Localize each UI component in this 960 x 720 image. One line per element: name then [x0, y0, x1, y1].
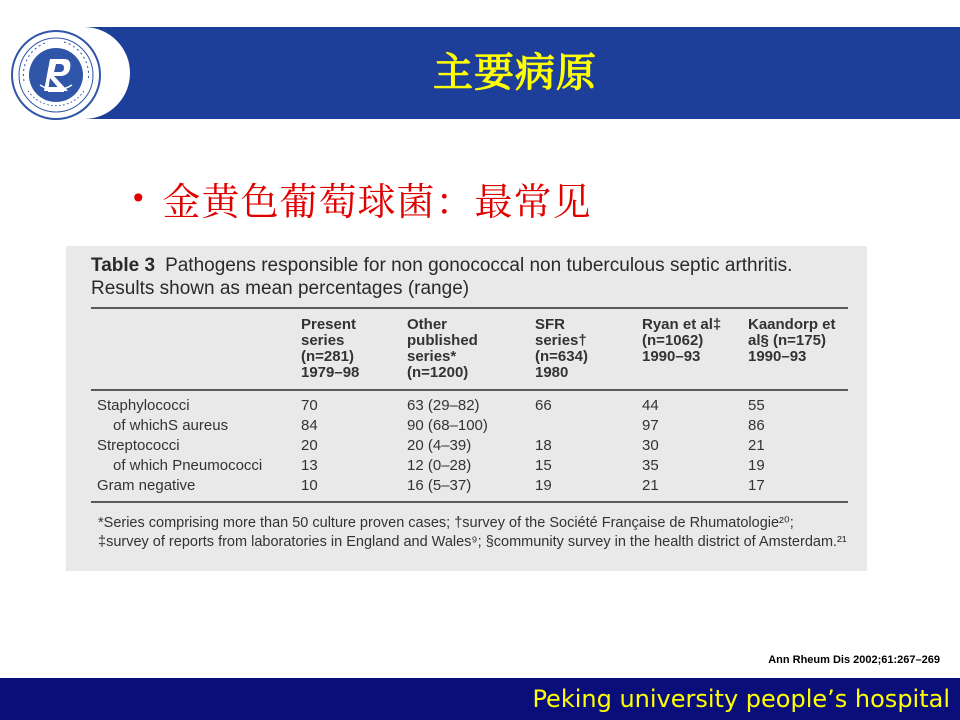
col-header-present: Present series (n=281) 1979–98 — [301, 316, 360, 381]
table-cell: 21 — [642, 477, 659, 494]
table-cell: 20 (4–39) — [407, 437, 472, 454]
table-cell: 21 — [748, 437, 765, 454]
table-cell: 97 — [642, 417, 659, 434]
table-top-rule — [91, 307, 848, 309]
table-label: Table 3 — [91, 255, 156, 276]
table-cell: 44 — [642, 397, 659, 414]
row-label: of which Pneumococci — [113, 457, 263, 474]
table-header-rule — [91, 389, 848, 391]
table-cell: 13 — [301, 457, 318, 474]
table-cell: 30 — [642, 437, 659, 454]
citation: Ann Rheum Dis 2002;61:267–269 — [768, 654, 940, 666]
row-label: Streptococci — [97, 437, 180, 454]
table-cell: 86 — [748, 417, 765, 434]
bullet-dot-icon: • — [130, 181, 147, 215]
col-header-kaandorp: Kaandorp et al§ (n=175) 1990–93 — [748, 316, 836, 365]
table-cell: 84 — [301, 417, 318, 434]
table-cell: 35 — [642, 457, 659, 474]
table-cell: 20 — [301, 437, 318, 454]
table-cell: 63 (29–82) — [407, 397, 480, 414]
col-header-other: Other published series* (n=1200) — [407, 316, 478, 381]
bullet-item — [130, 170, 592, 226]
table-cell: 12 (0–28) — [407, 457, 472, 474]
table-cell: 70 — [301, 397, 318, 414]
table-cell: 66 — [535, 397, 552, 414]
col-header-ryan: Ryan et al‡ (n=1062) 1990–93 — [642, 316, 722, 365]
table-caption-text: Pathogens responsible for non gonococcal non tuberculous septic arthritis. Results shown as mean percentages (range) — [91, 255, 793, 299]
table-cell: 19 — [535, 477, 552, 494]
table-bottom-rule — [91, 501, 848, 503]
table-cell: 18 — [535, 437, 552, 454]
slide-title: 主要病原 — [433, 50, 597, 96]
table-cell: 10 — [301, 477, 318, 494]
row-label: of whichS aureus — [113, 417, 229, 434]
table-caption — [91, 254, 861, 300]
table-image — [66, 246, 867, 571]
row-label: Staphylococci — [97, 397, 190, 414]
footer-text: Peking university people’s hospital — [532, 685, 950, 713]
table-cell: 17 — [748, 477, 765, 494]
row-label: Gram negative — [97, 477, 196, 494]
col-header-sfr: SFR series† (n=634) 1980 — [535, 316, 588, 381]
table-cell: 55 — [748, 397, 765, 414]
table-cell: 16 (5–37) — [407, 477, 472, 494]
table-footnote: *Series comprising more than 50 culture proven cases; †survey of the Société Française de Rhumatologie²⁰; ‡survey of reports from laboratories in England and Wales⁹; §community survey in the health district of Amsterdam.²¹ — [98, 515, 847, 550]
table-cell: 19 — [748, 457, 765, 474]
table-cell: 15 — [535, 457, 552, 474]
table-cell: 90 (68–100) — [407, 417, 488, 434]
bullet-text: 金黄色葡萄球菌：最常见 — [162, 179, 592, 224]
